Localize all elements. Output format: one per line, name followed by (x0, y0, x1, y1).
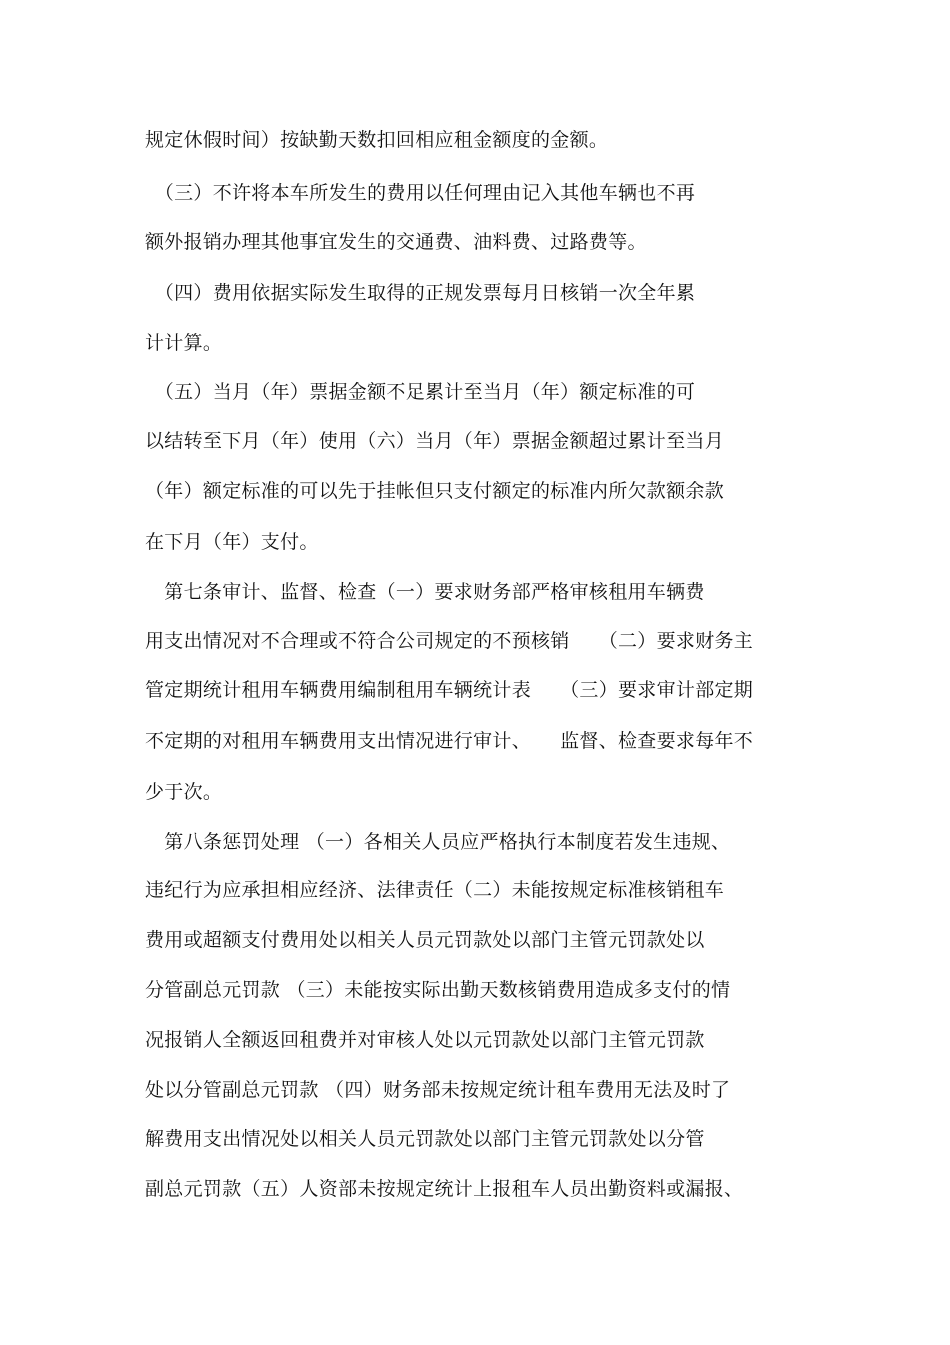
text-line: 在下月（年）支付。 (145, 531, 319, 553)
text-line: （五）当月（年）票据金额不足累计至当月（年）额定标准的可 (145, 381, 696, 403)
text-line: 少于次。 (145, 781, 223, 803)
text-line: 额外报销办理其他事宜发生的交通费、油料费、过路费等。 (145, 231, 647, 253)
text-line: 违纪行为应承担相应经济、法律责任（二）未能按规定标准核销租车 (145, 879, 725, 901)
text-line: 以结转至下月（年）使用（六）当月（年）票据金额超过累计至当月 (145, 430, 725, 452)
text-line: （年）额定标准的可以先于挂帐但只支付额定的标准内所欠款额余款 (145, 480, 725, 502)
text-line: 况报销人全额返回租费并对审核人处以元罚款处以部门主管元罚款 (145, 1029, 705, 1051)
text-line: 不定期的对租用车辆费用支出情况进行审计、 监督、检查要求每年不 (145, 730, 754, 752)
text-line: 处以分管副总元罚款 （四）财务部未按规定统计租车费用无法及时了 (145, 1079, 731, 1101)
text-line: 费用或超额支付费用处以相关人员元罚款处以部门主管元罚款处以 (145, 929, 705, 951)
text-line: 副总元罚款（五）人资部未按规定统计上报租车人员出勤资料或漏报、 (145, 1178, 744, 1200)
text-line: 规定休假时间）按缺勤天数扣回相应租金额度的金额。 (145, 129, 609, 151)
text-line: 管定期统计租用车辆费用编制租用车辆统计表 （三）要求审计部定期 (145, 679, 754, 701)
text-line: 解费用支出情况处以相关人员元罚款处以部门主管元罚款处以分管 (145, 1128, 705, 1150)
text-line: 第七条审计、监督、检查（一）要求财务部严格审核租用车辆费 (145, 581, 705, 603)
text-line: 计计算。 (145, 332, 223, 354)
text-line: 分管副总元罚款 （三）未能按实际出勤天数核销费用造成多支付的情 (145, 979, 731, 1001)
text-line: 第八条惩罚处理 （一）各相关人员应严格执行本制度若发生违规、 (145, 831, 731, 853)
text-line: （三）不许将本车所发生的费用以任何理由记入其他车辆也不再 (145, 182, 696, 204)
text-line: 用支出情况对不合理或不符合公司规定的不预核销 （二）要求财务主 (145, 630, 754, 652)
text-line: （四）费用依据实际发生取得的正规发票每月日核销一次全年累 (145, 282, 696, 304)
